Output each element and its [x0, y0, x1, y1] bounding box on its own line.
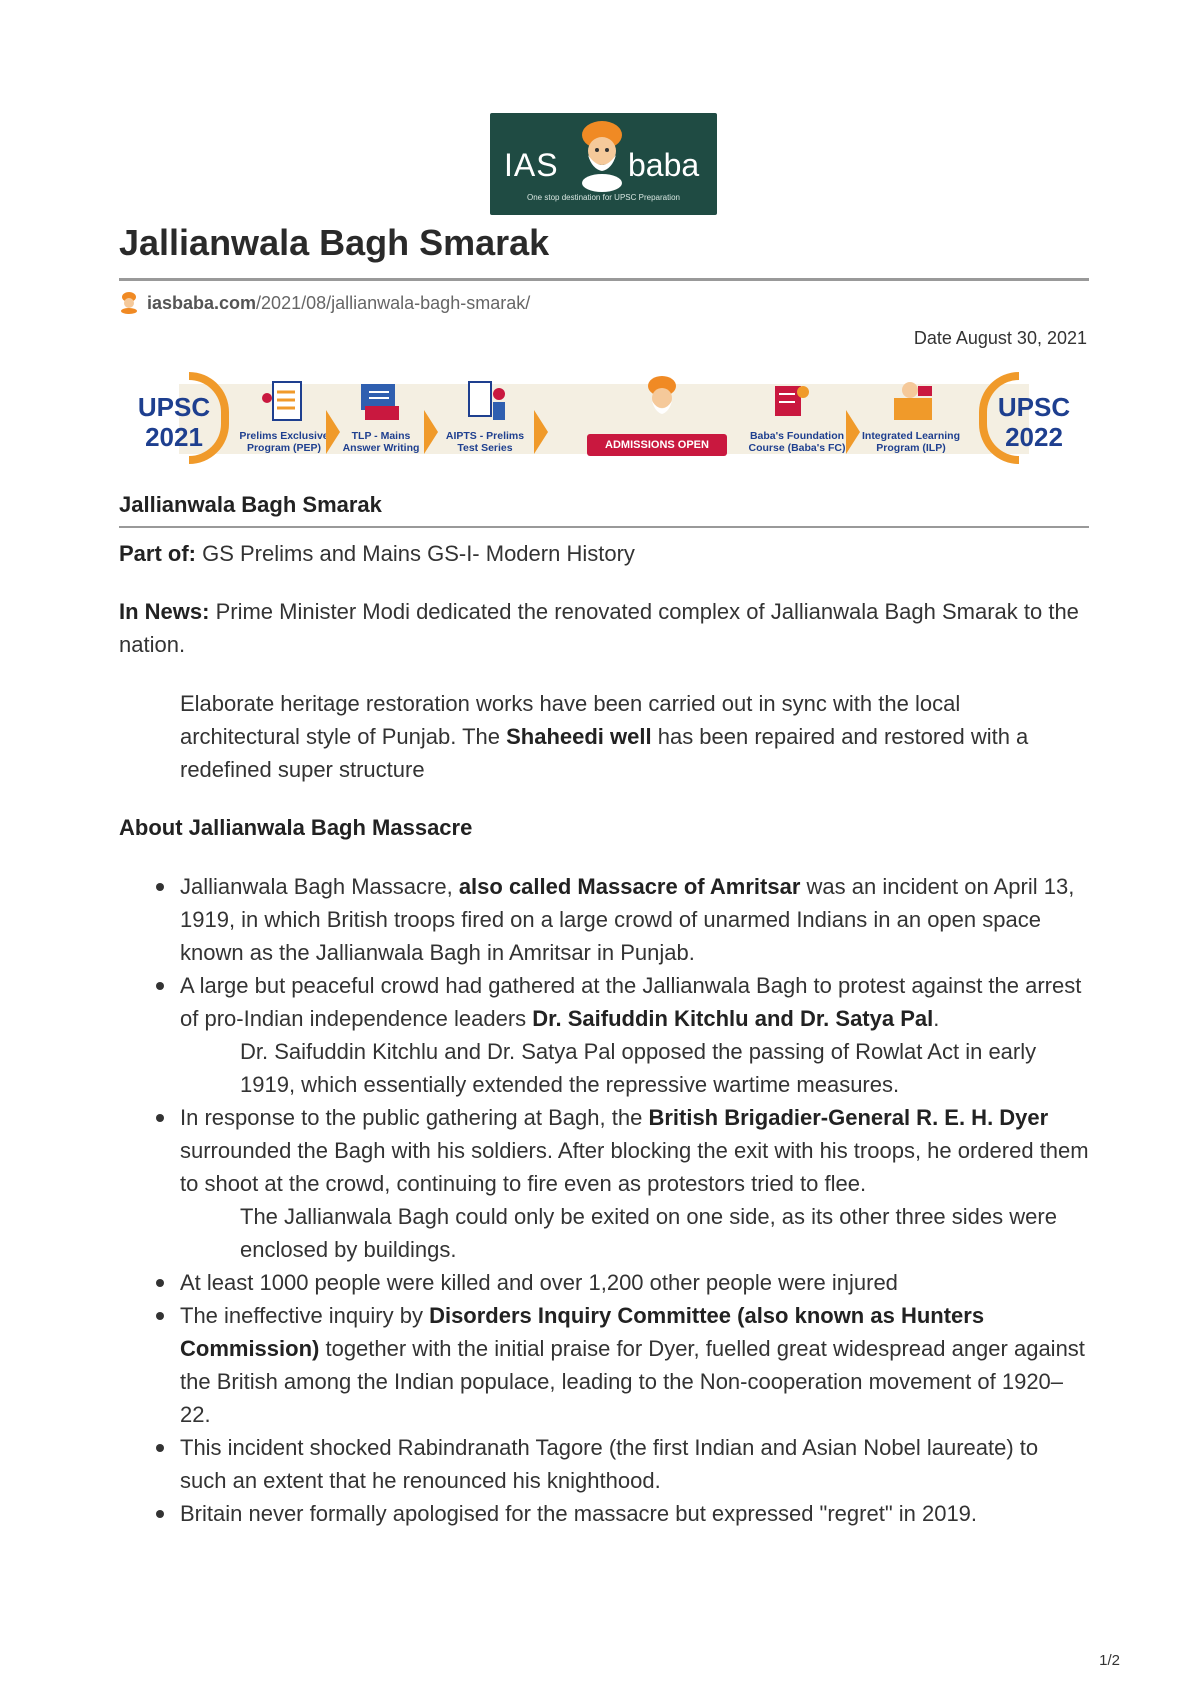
upsc-2022-badge — [979, 378, 1089, 474]
list-item — [180, 1497, 1090, 1530]
list-item-emphasis: Dr. Saifuddin Kitchlu and Dr. Satya Pal — [532, 1006, 934, 1031]
baba-favicon-icon — [119, 292, 139, 314]
restoration-text-post: has been repaired and restored with a redefined super structure — [180, 724, 1029, 782]
list-item-emphasis: Disorders Inquiry Committee (also known as Hunters Commission) — [180, 1303, 985, 1361]
logo-ias-text: IAS — [504, 147, 559, 183]
upsc-year-left: 2021 — [145, 422, 203, 452]
publish-date: Date August 30, 2021 — [913, 328, 1087, 348]
list-item — [180, 969, 1090, 1101]
list-item — [180, 1431, 1090, 1497]
list-item-text: Britain never formally apologised for the massacre but expressed "regret" in 2019. — [180, 1501, 978, 1526]
list-item-text: A large but peaceful crowd had gathered at the Jallianwala Bagh to protest against the arrest of pro-Indian independence leaders — [180, 973, 1082, 1031]
list-item-text: At least 1000 people were killed and over 1,200 other people were injured — [180, 1270, 898, 1295]
program-pep-line2: Program (PEP) — [246, 442, 322, 454]
program-ilp-line2: Program (ILP) — [876, 442, 946, 454]
list-item-text: . — [933, 1006, 940, 1031]
list-item-emphasis: also called Massacre of Amritsar — [458, 874, 801, 899]
in-news-text: Prime Minister Modi dedicated the renovated complex of Jallianwala Bagh Smarak to the nation. — [119, 599, 1079, 657]
baba-mascot-icon — [637, 374, 687, 422]
test-series-icon — [461, 378, 511, 426]
in-news-paragraph — [119, 595, 1089, 661]
program-aipts-line2: Test Series — [457, 442, 513, 454]
upsc-label-right: UPSC — [997, 392, 1071, 422]
program-tlp[interactable] — [325, 430, 437, 454]
bullet-dot — [156, 1279, 164, 1287]
page-number: 1/2 — [1099, 1652, 1120, 1669]
writing-icon — [355, 378, 405, 426]
source-domain: iasbaba.com — [147, 292, 257, 313]
massacre-facts-list — [180, 870, 1090, 1530]
list-item-text: was an incident on April 13, 1919, in which British troops fired on a large crowd of unarmed Indians in an open space known as the Jallianwala Bagh in Amritsar in Punjab. — [180, 874, 1075, 965]
program-babas-fc[interactable] — [741, 430, 853, 454]
logo-tagline: One stop destination for UPSC Preparation — [527, 193, 680, 202]
baba-mascot-icon — [572, 117, 632, 193]
in-news-label: In News: — [119, 599, 210, 624]
bullet-dot — [156, 1114, 164, 1122]
section-title: Jallianwala Bagh Smarak — [119, 492, 382, 517]
list-item — [180, 1299, 1090, 1431]
bullet-dot — [156, 883, 164, 891]
chevron-right-icon — [534, 410, 548, 454]
checklist-icon — [259, 378, 309, 426]
list-item-emphasis: British Brigadier-General R. E. H. Dyer — [648, 1105, 1049, 1130]
admissions-open-badge[interactable]: ADMISSIONS OPEN — [587, 434, 727, 456]
list-item-note: Dr. Saifuddin Kitchlu and Dr. Satya Pal opposed the passing of Rowlat Act in early 1919, which essentially extended the repressive wartime measures. — [240, 1039, 1037, 1097]
programs-banner[interactable] — [119, 372, 1089, 464]
restoration-text-bold: Shaheedi well — [506, 724, 652, 749]
list-item — [180, 1266, 1090, 1299]
list-item — [180, 1101, 1090, 1266]
section-divider — [119, 526, 1089, 528]
part-of-line — [119, 537, 1089, 570]
source-path: /2021/08/jallianwala-bagh-smarak/ — [256, 292, 531, 313]
program-pep-line1: Prelims Exclusive — [239, 430, 329, 442]
program-ilp-line1: Integrated Learning — [861, 430, 960, 442]
page-title: Jallianwala Bagh Smarak — [119, 222, 550, 263]
upsc-year-right: 2022 — [1005, 422, 1063, 452]
restoration-paragraph — [180, 687, 1080, 786]
program-tlp-line1: TLP - Mains — [351, 430, 411, 442]
list-item-note: The Jallianwala Bagh could only be exited on one side, as its other three sides were enclosed by buildings. — [240, 1204, 1057, 1262]
bullet-dot — [156, 1510, 164, 1518]
title-divider — [119, 278, 1089, 281]
program-ilp[interactable] — [855, 430, 967, 454]
program-tlp-line2: Answer Writing — [342, 442, 420, 454]
list-item-text: Jallianwala Bagh Massacre, — [180, 874, 459, 899]
program-pep[interactable] — [228, 430, 340, 454]
program-aipts-line1: AIPTS - Prelims — [445, 430, 525, 442]
part-of-text: GS Prelims and Mains GS-I- Modern History — [196, 541, 635, 566]
bullet-dot — [156, 1312, 164, 1320]
bullet-dot — [156, 982, 164, 990]
program-fc-line2: Course (Baba's FC) — [748, 442, 846, 454]
about-heading: About Jallianwala Bagh Massacre — [119, 815, 473, 840]
list-item — [180, 870, 1090, 969]
list-item-text: In response to the public gathering at Bagh, the — [180, 1105, 649, 1130]
list-item-text: The ineffective inquiry by — [180, 1303, 430, 1328]
part-of-label: Part of: — [119, 541, 196, 566]
bullet-dot — [156, 1444, 164, 1452]
source-link[interactable] — [119, 290, 530, 316]
foundation-course-icon — [765, 378, 815, 426]
logo-baba-text: baba — [628, 147, 700, 183]
restoration-text-pre: Elaborate heritage restoration works have been carried out in sync with the local architectural style of Punjab. The — [180, 691, 961, 749]
list-item-text: This incident shocked Rabindranath Tagore (the first Indian and Asian Nobel laureate) to such an extent that he renounced his knighthood. — [180, 1435, 1039, 1493]
list-item-text: together with the initial praise for Dyer, fuelled great widespread anger against the British among the Indian populace, leading to the Non-cooperation movement of 1920–22. — [180, 1336, 1085, 1427]
list-item-text: surrounded the Bagh with his soldiers. After blocking the exit with his troops, he ordered them to shoot at the crowd, continuing to fire even as protestors tried to flee. — [180, 1138, 1089, 1196]
iasbaba-logo[interactable] — [490, 113, 717, 215]
program-fc-line1: Baba's Foundation — [749, 430, 845, 442]
integrated-learning-icon — [888, 378, 938, 426]
upsc-label-left: UPSC — [137, 392, 211, 422]
program-aipts[interactable] — [429, 430, 541, 454]
